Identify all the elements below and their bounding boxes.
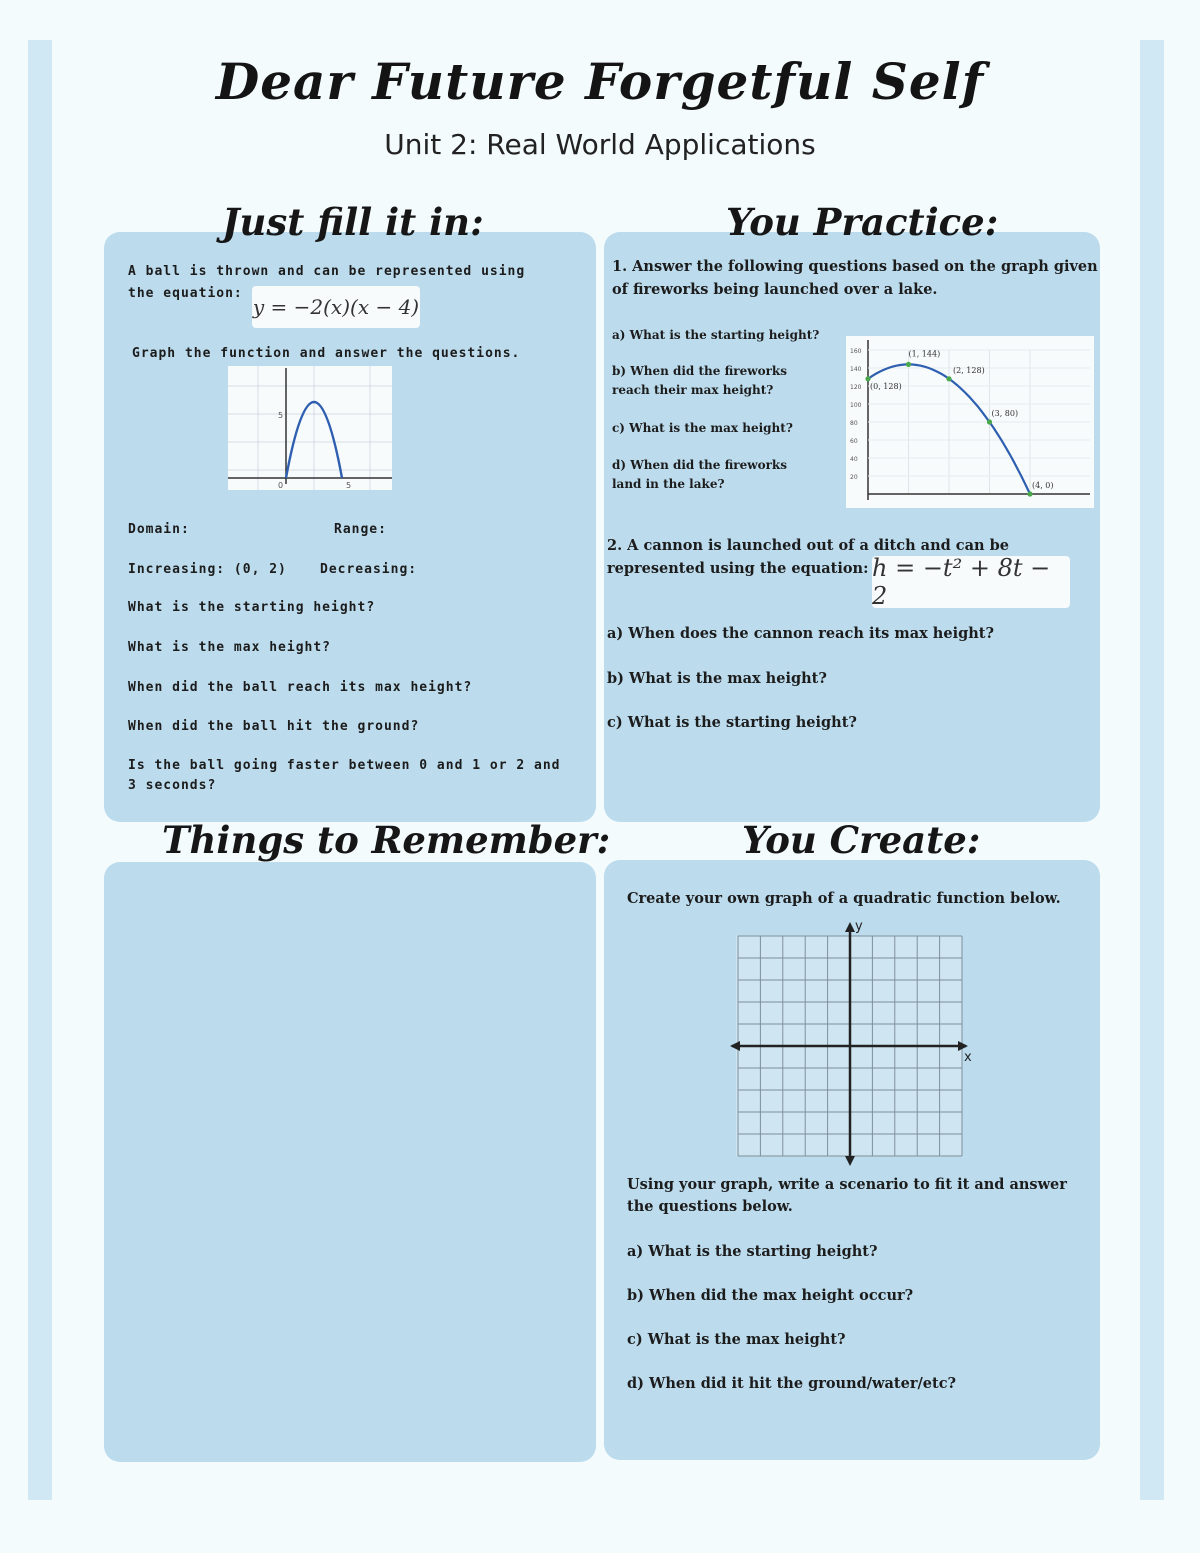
fireworks-point-label: (0, 128) <box>870 381 902 391</box>
create-scenario-line2: the questions below. <box>627 1198 793 1215</box>
practice-q1-part-d-line1: d) When did the fireworks <box>612 458 787 472</box>
practice-q1-part-d-line2: land in the lake? <box>612 477 725 491</box>
fireworks-y-tick-label: 140 <box>850 366 862 373</box>
create-question-c: c) What is the max height? <box>627 1331 846 1348</box>
fill-in-heading: Just fill it in: <box>222 200 484 244</box>
fireworks-y-tick-label: 80 <box>850 420 858 427</box>
fireworks-point-label: (3, 80) <box>991 409 1019 418</box>
fireworks-point <box>1027 491 1032 496</box>
page-subtitle: Unit 2: Real World Applications <box>384 128 816 161</box>
practice-q2-part-c: c) What is the starting height? <box>607 714 857 731</box>
ball-equation: y = −2(x)(x − 4) <box>252 286 420 328</box>
remember-panel <box>104 862 596 1462</box>
fireworks-point <box>906 362 911 367</box>
create-x-axis-label: x <box>964 1050 972 1065</box>
fireworks-graph <box>846 336 1094 508</box>
practice-heading: You Practice: <box>726 200 999 244</box>
fireworks-y-tick-label: 20 <box>850 474 858 481</box>
page-edge-left <box>28 40 52 1500</box>
create-prompt: Create your own graph of a quadratic function below. <box>627 890 1061 907</box>
page-title: Dear Future Forgetful Self <box>215 52 985 111</box>
create-heading: You Create: <box>742 818 981 862</box>
practice-q2-line2: represented using the equation: <box>607 560 869 577</box>
range-label: Range: <box>334 522 387 537</box>
fireworks-point-label: (2, 128) <box>953 365 985 375</box>
increasing-label: Increasing: (0, 2) <box>128 562 287 577</box>
fireworks-point-label: (1, 144) <box>908 349 941 359</box>
decreasing-label: Decreasing: <box>320 562 418 577</box>
fill-in-question-5-line1: Is the ball going faster between 0 and 1 or 2 and <box>128 758 561 773</box>
practice-q2-part-b: b) What is the max height? <box>607 670 827 687</box>
practice-q2-line1: 2. A cannon is launched out of a ditch and can be <box>607 537 1009 554</box>
fireworks-y-tick-label: 160 <box>850 348 862 355</box>
fill-in-question-1: What is the starting height? <box>128 600 376 615</box>
graph-prompt: Graph the function and answer the questions. <box>132 346 521 361</box>
cannon-equation: h = −t² + 8t − 2 <box>872 556 1070 608</box>
ball-graph-x-origin: 0 <box>278 481 284 490</box>
create-question-a: a) What is the starting height? <box>627 1243 878 1260</box>
page-edge-right <box>1140 40 1164 1500</box>
fireworks-point <box>987 419 992 424</box>
fill-in-question-2: What is the max height? <box>128 640 332 655</box>
practice-q1-part-a: a) What is the starting height? <box>612 328 820 342</box>
fireworks-y-tick-label: 40 <box>850 456 858 463</box>
practice-q1-part-b-line1: b) When did the fireworks <box>612 364 787 378</box>
fireworks-y-tick-label: 60 <box>850 438 858 445</box>
remember-heading: Things to Remember: <box>162 818 611 862</box>
fill-in-intro-line1: A ball is thrown and can be represented using <box>128 264 526 279</box>
create-scenario-line1: Using your graph, write a scenario to fit it and answer <box>627 1176 1067 1193</box>
ball-graph <box>228 366 392 490</box>
fireworks-y-tick-label: 120 <box>850 384 862 391</box>
practice-q1-line2: of fireworks being launched over a lake. <box>612 281 938 298</box>
create-question-b: b) When did the max height occur? <box>627 1287 914 1304</box>
practice-q1-line1: 1. Answer the following questions based on the graph given <box>612 258 1098 275</box>
fill-in-intro-line2: the equation: <box>128 286 243 301</box>
create-y-axis-label: y <box>855 919 863 934</box>
fireworks-point <box>865 376 870 381</box>
y-axis-arrow-down-icon <box>845 1156 855 1166</box>
practice-q1-part-c: c) What is the max height? <box>612 421 793 435</box>
fill-in-question-4: When did the ball hit the ground? <box>128 719 420 734</box>
x-axis-arrow-left-icon <box>730 1041 740 1051</box>
practice-q1-part-b-line2: reach their max height? <box>612 383 774 397</box>
fill-in-question-3: When did the ball reach its max height? <box>128 680 473 695</box>
create-question-d: d) When did it hit the ground/water/etc? <box>627 1375 957 1392</box>
fill-in-question-5-line2: 3 seconds? <box>128 778 217 793</box>
y-axis-arrow-up-icon <box>845 922 855 932</box>
fireworks-point <box>946 376 951 381</box>
practice-q2-part-a: a) When does the cannon reach its max height? <box>607 625 994 642</box>
fireworks-y-tick-label: 100 <box>850 402 862 409</box>
ball-graph-y-tick: 5 <box>278 411 284 420</box>
practice-panel <box>604 232 1100 822</box>
blank-coordinate-grid[interactable] <box>730 918 978 1166</box>
domain-label: Domain: <box>128 522 190 537</box>
ball-graph-x-tick: 5 <box>346 481 352 490</box>
fireworks-point-label: (4, 0) <box>1032 481 1054 490</box>
